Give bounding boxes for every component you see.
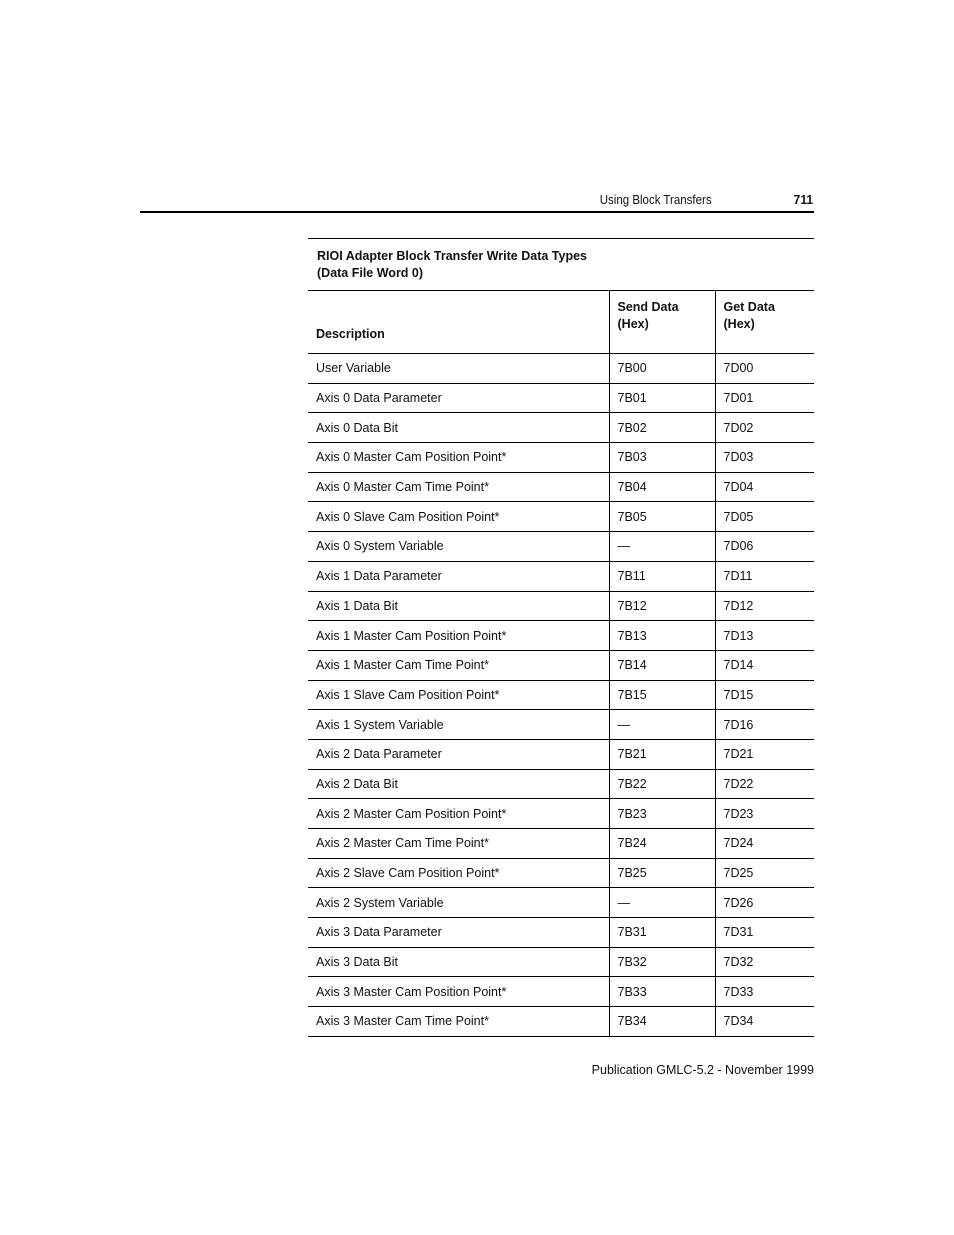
cell-description: Axis 2 Slave Cam Position Point*: [308, 858, 609, 888]
cell-get-data: 7D03: [715, 443, 814, 473]
cell-get-data: 7D06: [715, 532, 814, 562]
cell-description: Axis 2 Data Bit: [308, 769, 609, 799]
cell-send-data: 7B13: [609, 621, 715, 651]
cell-send-data: 7B23: [609, 799, 715, 829]
cell-send-data: —: [609, 888, 715, 918]
column-header-get-line-2: (Hex): [723, 317, 755, 331]
cell-get-data: 7D26: [715, 888, 814, 918]
column-header-get-line-1: Get Data: [723, 300, 775, 314]
page-number: 711: [793, 192, 813, 207]
cell-get-data: 7D25: [715, 858, 814, 888]
cell-description: Axis 3 Master Cam Time Point*: [308, 1007, 609, 1037]
cell-description: Axis 0 Master Cam Time Point*: [308, 472, 609, 502]
table-row: [308, 829, 814, 859]
data-types-table-block: [308, 238, 814, 1037]
cell-get-data: 7D01: [715, 383, 814, 413]
table-row: [308, 739, 814, 769]
table-row: [308, 532, 814, 562]
cell-send-data: 7B01: [609, 383, 715, 413]
table-row: [308, 354, 814, 384]
cell-description: Axis 0 System Variable: [308, 532, 609, 562]
table-row: [308, 947, 814, 977]
table-row: [308, 858, 814, 888]
column-header-get-data: [715, 291, 814, 354]
cell-get-data: 7D16: [715, 710, 814, 740]
cell-get-data: 7D12: [715, 591, 814, 621]
cell-get-data: 7D24: [715, 829, 814, 859]
cell-send-data: 7B24: [609, 829, 715, 859]
cell-get-data: 7D32: [715, 947, 814, 977]
table-row: [308, 621, 814, 651]
cell-get-data: 7D33: [715, 977, 814, 1007]
cell-send-data: 7B31: [609, 918, 715, 948]
cell-send-data: 7B25: [609, 858, 715, 888]
cell-description: Axis 1 Master Cam Time Point*: [308, 650, 609, 680]
cell-description: User Variable: [308, 354, 609, 384]
cell-send-data: 7B32: [609, 947, 715, 977]
cell-get-data: 7D04: [715, 472, 814, 502]
cell-get-data: 7D00: [715, 354, 814, 384]
table-caption-line-2: (Data File Word 0): [317, 266, 424, 280]
cell-send-data: —: [609, 532, 715, 562]
table-header-row: [308, 291, 814, 354]
column-header-description-label: Description: [316, 327, 385, 341]
cell-get-data: 7D23: [715, 799, 814, 829]
cell-send-data: 7B34: [609, 1007, 715, 1037]
cell-get-data: 7D11: [715, 561, 814, 591]
table-row: [308, 472, 814, 502]
cell-send-data: 7B22: [609, 769, 715, 799]
data-types-table: [308, 291, 814, 1037]
cell-description: Axis 2 System Variable: [308, 888, 609, 918]
cell-send-data: 7B12: [609, 591, 715, 621]
cell-send-data: 7B33: [609, 977, 715, 1007]
cell-description: Axis 0 Data Bit: [308, 413, 609, 443]
cell-send-data: 7B04: [609, 472, 715, 502]
table-row: [308, 680, 814, 710]
cell-send-data: 7B05: [609, 502, 715, 532]
cell-description: Axis 2 Data Parameter: [308, 739, 609, 769]
cell-get-data: 7D21: [715, 739, 814, 769]
cell-get-data: 7D15: [715, 680, 814, 710]
table-row: [308, 1007, 814, 1037]
table-caption-line-1: RIOI Adapter Block Transfer Write Data Types: [317, 249, 587, 263]
cell-send-data: 7B03: [609, 443, 715, 473]
table-row: [308, 799, 814, 829]
cell-description: Axis 1 Data Parameter: [308, 561, 609, 591]
table-row: [308, 650, 814, 680]
column-header-send-data: [609, 291, 715, 354]
cell-description: Axis 1 Data Bit: [308, 591, 609, 621]
publication-footer: Publication GMLC-5.2 - November 1999: [591, 1063, 814, 1077]
cell-send-data: —: [609, 710, 715, 740]
cell-description: Axis 2 Master Cam Time Point*: [308, 829, 609, 859]
cell-get-data: 7D31: [715, 918, 814, 948]
table-row: [308, 918, 814, 948]
cell-send-data: 7B02: [609, 413, 715, 443]
table-row: [308, 561, 814, 591]
cell-description: Axis 2 Master Cam Position Point*: [308, 799, 609, 829]
table-caption: [308, 239, 814, 291]
cell-get-data: 7D34: [715, 1007, 814, 1037]
cell-description: Axis 1 Slave Cam Position Point*: [308, 680, 609, 710]
cell-get-data: 7D13: [715, 621, 814, 651]
column-header-send-line-2: (Hex): [617, 317, 649, 331]
cell-description: Axis 1 System Variable: [308, 710, 609, 740]
column-header-description: [308, 291, 609, 354]
table-row: [308, 710, 814, 740]
cell-send-data: 7B15: [609, 680, 715, 710]
cell-description: Axis 3 Data Parameter: [308, 918, 609, 948]
cell-description: Axis 0 Slave Cam Position Point*: [308, 502, 609, 532]
table-row: [308, 413, 814, 443]
table-row: [308, 443, 814, 473]
cell-get-data: 7D02: [715, 413, 814, 443]
cell-send-data: 7B00: [609, 354, 715, 384]
running-header: [140, 191, 814, 213]
section-title: Using Block Transfers: [600, 193, 712, 207]
table-body: [308, 354, 814, 1037]
table-row: [308, 888, 814, 918]
table-row: [308, 502, 814, 532]
cell-description: Axis 0 Master Cam Position Point*: [308, 443, 609, 473]
cell-description: Axis 3 Master Cam Position Point*: [308, 977, 609, 1007]
cell-send-data: 7B21: [609, 739, 715, 769]
table-row: [308, 383, 814, 413]
cell-send-data: 7B11: [609, 561, 715, 591]
table-row: [308, 977, 814, 1007]
cell-send-data: 7B14: [609, 650, 715, 680]
cell-description: Axis 0 Data Parameter: [308, 383, 609, 413]
cell-description: Axis 1 Master Cam Position Point*: [308, 621, 609, 651]
table-row: [308, 769, 814, 799]
table-row: [308, 591, 814, 621]
cell-get-data: 7D22: [715, 769, 814, 799]
cell-get-data: 7D05: [715, 502, 814, 532]
cell-description: Axis 3 Data Bit: [308, 947, 609, 977]
cell-get-data: 7D14: [715, 650, 814, 680]
column-header-send-line-1: Send Data: [617, 300, 679, 314]
